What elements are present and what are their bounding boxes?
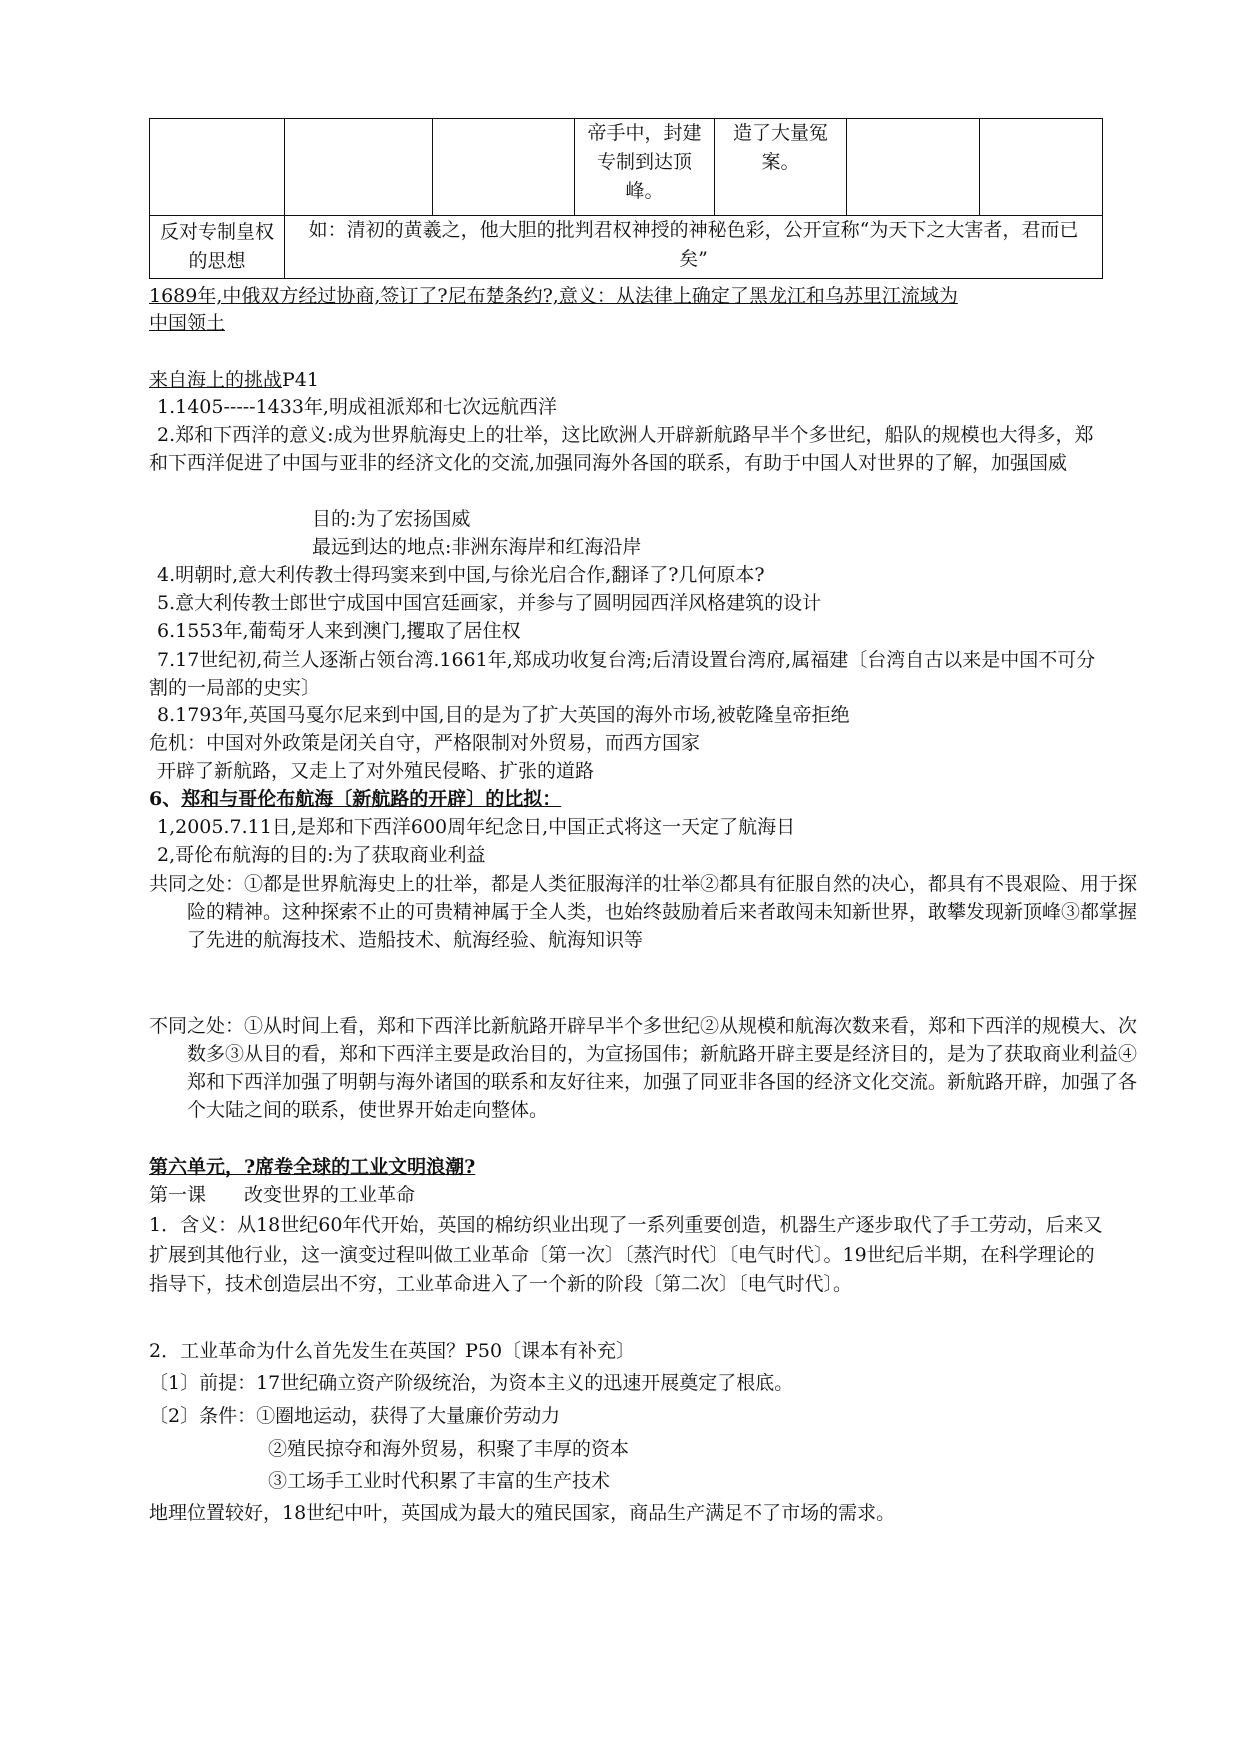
list-item: 6.1553年,葡萄牙人来到澳门,攫取了居住权 xyxy=(157,620,521,642)
table-row xyxy=(150,119,1103,216)
list-item: 2,哥伦布航海的目的:为了获取商业利益 xyxy=(157,844,486,866)
list-item: 4.明朝时,意大利传教士得玛窦来到中国,与徐光启合作,翻译了?几何原本? xyxy=(157,564,765,586)
table-cell xyxy=(285,119,433,216)
list-item: 最远到达的地点:非洲东海岸和红海沿岸 xyxy=(312,536,642,558)
list-item: 2.郑和下西洋的意义:成为世界航海史上的壮举，这比欧洲人开辟新航路早半个多世纪，船队的规模也大得多，郑和下西洋促进了中国与亚非的经济文化的交流,加强同海外各国的联系，有助于中国人对世界的了解，加强国威 xyxy=(149,424,1094,474)
table-cell: 如：清初的黄羲之，他大胆的批判君权神授的神秘色彩，公开宣称“为天下之大害者，君而已矣” xyxy=(285,216,1103,279)
list-item: 5.意大利传教士郎世宁成国中国宫廷画家，并参与了圆明园西洋风格建筑的设计 xyxy=(157,592,822,614)
table-row xyxy=(150,216,1103,279)
table-cell: 帝手中，封建专制到达顶峰。 xyxy=(575,119,715,216)
list-item: ③工场手工业时代积累了丰富的生产技术 xyxy=(268,1470,611,1492)
table-cell xyxy=(847,119,980,216)
question-line: 2．工业革命为什么首先发生在英国？P50〔课本有补充〕 xyxy=(149,1340,636,1362)
table-cell: 造了大量冤案。 xyxy=(715,119,847,216)
treaty-line: 1689年,中俄双方经过协商,签订了?尼布楚条约?,意义：从法律上确定了黑龙江和乌苏里江流域为 xyxy=(149,285,958,307)
list-item: 7.17世纪初,荷兰人逐渐占领台湾.1661年,郑成功收复台湾;后清设置台湾府,属福建〔台湾自古以来是中国不可分割的一局部的史实〕 xyxy=(149,649,1096,699)
definition-paragraph: 1．含义：从18世纪60年代开始，英国的棉纺织业出现了一系列重要创造，机器生产逐步取代了手工劳动，后来又扩展到其他行业，这一演变过程叫做工业革命〔第一次〕〔蒸汽时代〕〔电气时代〕。19世纪后半期，在科学理论的指导下，技术创造层出不穷，工业革命进入了一个新的阶段〔第二次〕〔电气时代〕。 xyxy=(149,1214,1103,1295)
list-item: 1.1405-----1433年,明成祖派郑和七次远航西洋 xyxy=(157,396,557,418)
comparison-heading xyxy=(149,786,1104,814)
geography-line: 地理位置较好，18世纪中叶，英国成为最大的殖民国家，商品生产满足不了市场的需求。 xyxy=(149,1502,896,1524)
heading-number: 6、 xyxy=(149,788,182,810)
list-item: 目的:为了宏扬国威 xyxy=(312,508,471,530)
crisis-line: 开辟了新航路，又走上了对外殖民侵略、扩张的道路 xyxy=(157,760,595,782)
treaty-line: 中国领土 xyxy=(149,312,226,334)
lesson-title: 第一课 改变世界的工业革命 xyxy=(149,1184,416,1206)
list-item: ②殖民掠夺和海外贸易，积聚了丰厚的资本 xyxy=(268,1438,630,1460)
list-item: 8.1793年,英国马戛尔尼来到中国,目的是为了扩大英国的海外市场,被乾隆皇帝拒绝 xyxy=(157,704,850,726)
section-title: 来自海上的挑战 xyxy=(149,369,283,391)
difference-points: 不同之处：①从时间上看，郑和下西洋比新航路开辟早半个多世纪②从规模和航海次数来看，郑和下西洋的规模大、次数多③从目的看，郑和下西洋主要是政治目的，为宣扬国伟；新航路开辟主要是经济目的，是为了获取商业利益④郑和下西洋加强了明朝与海外诸国的联系和友好往来，加强了同亚非各国的经济文化交流。新航路开辟，加强了各个大陆之间的联系，使世界开始走向整体。 xyxy=(149,1015,1138,1121)
page-ref: P41 xyxy=(282,369,319,391)
section-heading xyxy=(149,367,1104,395)
list-item: 〔1〕前提：17世纪确立资产阶级统治，为资本主义的迅速开展奠定了根底。 xyxy=(149,1372,794,1394)
list-item: 1,2005.7.11日,是郑和下西洋600周年纪念日,中国正式将这一天定了航海日 xyxy=(157,816,796,838)
table-cell xyxy=(150,119,285,216)
table-row-label: 反对专制皇权的思想 xyxy=(150,216,285,279)
common-points: 共同之处：①都是世界航海史上的壮举，都是人类征服海洋的壮举②都具有征服自然的决心，都具有不畏艰险、用于探险的精神。这种探索不止的可贵精神属于全人类，也始终鼓励着后来者敢闯未知新世界，敢攀发现新顶峰③都掌握了先进的航海技术、造船技术、航海经验、航海知识等 xyxy=(149,873,1138,951)
comparison-table xyxy=(149,118,1103,279)
list-item: 〔2〕条件：①圈地运动，获得了大量廉价劳动力 xyxy=(149,1405,561,1427)
table-cell xyxy=(433,119,575,216)
crisis-line: 危机：中国对外政策是闭关自守，严格限制对外贸易，而西方国家 xyxy=(149,732,701,754)
table-cell xyxy=(980,119,1103,216)
unit-title: 第六单元，?席卷全球的工业文明浪潮? xyxy=(149,1156,476,1178)
heading-text: 郑和与哥伦布航海〔新航路的开辟〕的比拟： xyxy=(181,788,562,810)
